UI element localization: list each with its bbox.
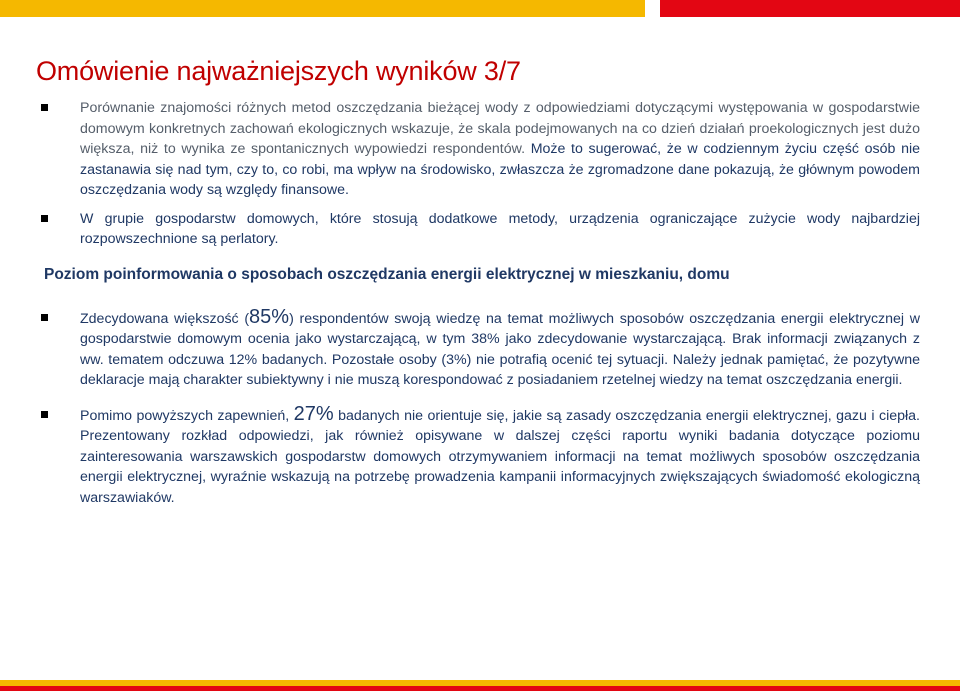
bullet-text: W grupie gospodarstw domowych, które stosują dodatkowe metody, urządzenia ograniczające zużycie wody najbardziej rozpowszechnione są perlatory.	[80, 210, 920, 247]
main-content	[36, 98, 920, 508]
bullet-text-post: badanych nie orientuje się, jakie są zasady oszczędzania energii elektrycznej, gazu i ciepła. Prezentowany rozkład odpowiedzi, jak również opisywane w dalszej części raportu wyniki badania dotyczące poziomu zainteresowania warszawskich gospodarstw domowych otrzymywaniem informacji na temat możliwych sposobów oszczędzania energii elektrycznej, wyraźnie wskazują na potrzebę prowadzenia kampanii informacyjnych zwiększających świadomość ekologiczną warszawiaków.	[80, 407, 920, 506]
bullet-text-pre: Zdecydowana większość (	[80, 310, 250, 327]
bullet-text-post: ) respondentów swoją wiedzę na temat możliwych sposobów oszczędzania energii elektrycznej w gospodarstwie domowym ocenia jako wystarczającą, w tym 38% jako zdecydowanie wystarczającą. Brak informacji związanych z ww. tematem odczuwa 12% badanych. Pozostałe osoby (3%) nie potrafią ocenić tej sytuacji. Należy jednak pamiętać, że pozytywne deklaracje mają charakter subiektywny i nie muszą korespondować z posiadaniem rzetelnej wiedzy na temat oszczędzania energii.	[80, 310, 920, 388]
highlight-percentage: 27%	[293, 402, 334, 425]
top-decorative-bar-yellow	[0, 0, 645, 17]
bullet-aerators	[36, 209, 920, 250]
bullet-square-icon	[41, 411, 48, 418]
bullet-square-icon	[41, 104, 48, 111]
section-subheading: Poziom poinformowania o sposobach oszczędzania energii elektrycznej w mieszkaniu, domu	[44, 265, 730, 283]
bullet-unaware-27	[36, 402, 920, 509]
bullet-text-pre: Pomimo powyższych zapewnień,	[80, 407, 294, 424]
bullet-text-gray: Porównanie znajomości różnych metod oszczędzania bieżącej wody z odpowiedziami dotyczącymi występowania w gospodarstwie domowym konkretnych zachowań ekologicznych wskazuje, że skala podejmowanych na co dzień działań proekologicznych jest dużo większa, niż to wynika ze spontanicznych wypowiedzi respondentów.	[80, 100, 920, 157]
highlight-percentage: 85%	[249, 305, 290, 328]
bullet-knowledge-85	[36, 305, 920, 391]
top-decorative-bar-red	[660, 0, 960, 17]
bullet-text: Może to sugerować, że w codziennym życiu część osób nie zastanawia się nad tym, czy to, co robi, ma wpływ na środowisko, zwłaszcza że zgromadzone dane pokazują, że głównym powodem oszczędzania wody są względy finansowe.	[80, 141, 920, 198]
bullet-square-icon	[41, 215, 48, 222]
bottom-decorative-bar-red	[0, 686, 960, 691]
bullet-square-icon	[41, 314, 48, 321]
page-title: Omówienie najważniejszych wyników 3/7	[36, 56, 521, 86]
bullet-water-saving-methods	[36, 98, 920, 201]
